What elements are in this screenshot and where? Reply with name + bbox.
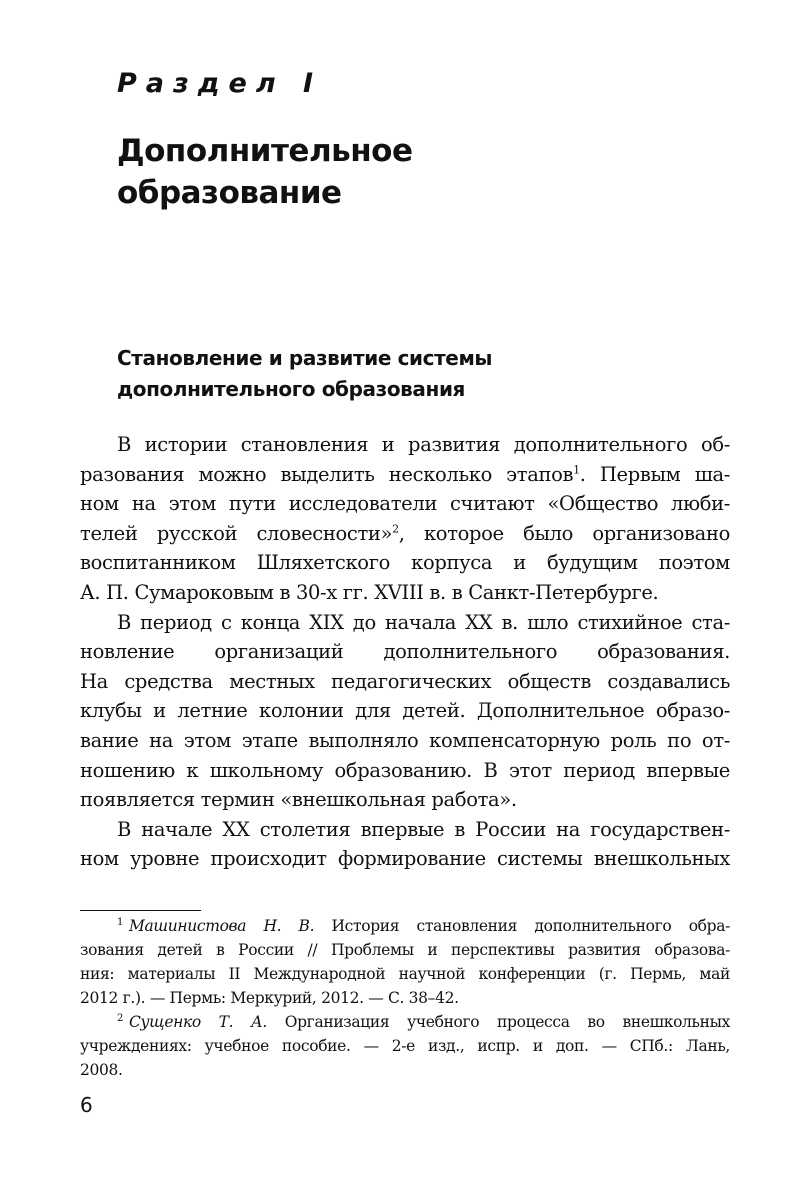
footnote-author: Машинистова Н. В. bbox=[129, 917, 315, 935]
subsection-title-line: дополнительного образования bbox=[117, 377, 465, 401]
section-label: Раздел I bbox=[117, 68, 323, 99]
text-line bbox=[80, 460, 730, 490]
footnote-number: 1 bbox=[117, 916, 124, 928]
subsection-title bbox=[117, 343, 717, 405]
footnote-ref[interactable]: 1 bbox=[573, 463, 580, 477]
footnote-text: История становления дополнительного обра- bbox=[314, 917, 730, 935]
text-line: клубы и летние колонии для детей. Дополнительное образо- bbox=[80, 699, 730, 723]
text-line: В период с конца XIX до начала XX в. шло стихийное ста- bbox=[117, 610, 730, 634]
footnote-line: учреждениях: учебное пособие. — 2-е изд., испр. и доп. — СПб.: Лань, bbox=[80, 1037, 730, 1055]
chapter-title-line: Дополнительное bbox=[117, 133, 413, 169]
footnote-text: Организация учебного процесса во внешкольных bbox=[266, 1013, 730, 1031]
footnote-line bbox=[80, 914, 730, 938]
subsection-title-line: Становление и развитие системы bbox=[117, 346, 493, 370]
footnote-divider bbox=[80, 910, 201, 911]
footnote-ref[interactable]: 2 bbox=[392, 522, 399, 536]
footnotes bbox=[80, 914, 730, 1082]
footnote-line: 2008. bbox=[80, 1061, 123, 1079]
text-fragment: разования можно выделить несколько этапов bbox=[80, 462, 574, 486]
text-line bbox=[80, 519, 730, 549]
footnote-line: зования детей в России // Проблемы и перспективы развития образова- bbox=[80, 941, 730, 959]
footnote-line bbox=[80, 1010, 730, 1034]
text-line: вание на этом этапе выполняло компенсаторную роль по от- bbox=[80, 728, 730, 752]
text-line: В начале XX столетия впервые в России на государствен- bbox=[117, 817, 730, 841]
text-line: ношению к школьному образованию. В этот период впервые bbox=[80, 758, 730, 782]
text-line: новление организаций дополнительного образования. bbox=[80, 640, 730, 664]
text-line: На средства местных педагогических обществ создавались bbox=[80, 669, 730, 693]
text-fragment: . Первым ша- bbox=[579, 462, 730, 486]
footnote-line: ния: материалы II Международной научной конференции (г. Пермь, май bbox=[80, 965, 730, 983]
text-line: ном на этом пути исследователи считают «Общество люби- bbox=[80, 492, 730, 516]
text-line: воспитанником Шляхетского корпуса и будущим поэтом bbox=[80, 551, 730, 575]
footnote-author: Сущенко Т. А. bbox=[129, 1013, 267, 1031]
text-fragment: , которое было организовано bbox=[398, 521, 730, 545]
text-fragment: телей русской словесности» bbox=[80, 521, 393, 545]
text-line: ном уровне происходит формирование системы внешкольных bbox=[80, 847, 730, 871]
text-line: появляется термин «внешкольная работа». bbox=[80, 788, 517, 812]
text-line: А. П. Сумароковым в 30-х гг. XVIII в. в Санкт-Петербурге. bbox=[80, 580, 659, 604]
chapter-title-line: образование bbox=[117, 175, 342, 211]
chapter-title bbox=[117, 130, 677, 214]
footnote-number: 2 bbox=[117, 1012, 124, 1024]
body-text bbox=[80, 430, 730, 874]
page-number: 6 bbox=[80, 1093, 93, 1117]
text-line: В истории становления и развития дополнительного об- bbox=[117, 433, 730, 456]
footnote-line: 2012 г.). — Пермь: Меркурий, 2012. — С. 38–42. bbox=[80, 989, 459, 1007]
